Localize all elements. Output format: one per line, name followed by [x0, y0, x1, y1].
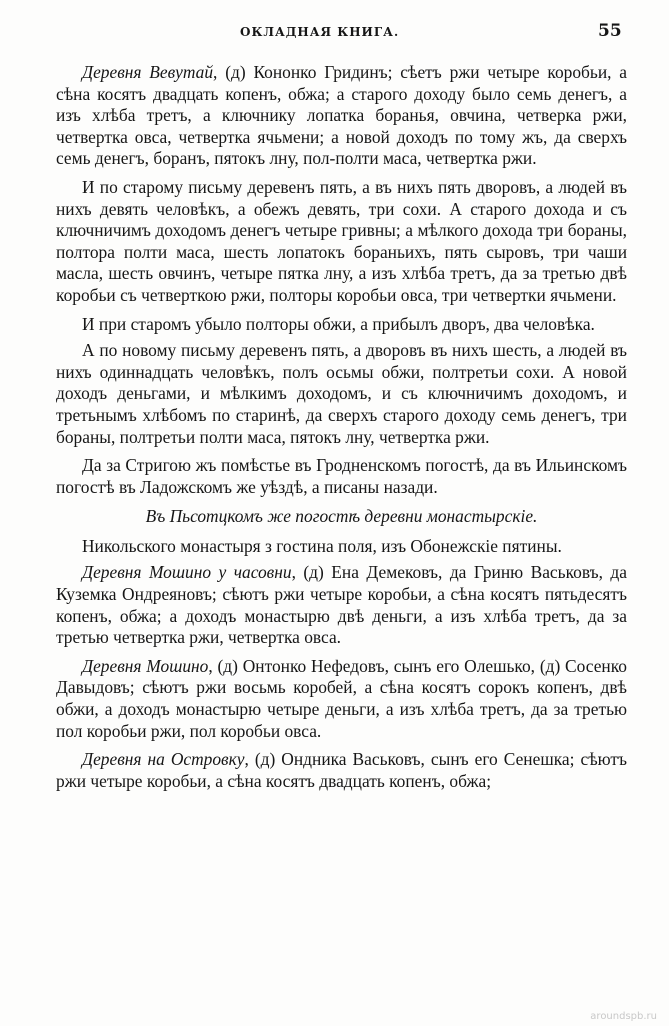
- paragraph-village-moshino: [56, 656, 627, 742]
- paragraph-text: А по новому письму деревенъ пять, а дворовъ въ нихъ шесть, а людей въ нихъ одиннадцать человѣкъ, полъ осьмы обжи, полтретьи сохи. А новой доходъ деньгами, и мѣлкимъ доходомъ, и съ ключничимъ доходомъ, и третьнымъ хлѣбомъ по старинѣ, да сверхъ старого доходу семь денегъ, три бораны, полтретьи полти маса, пятокъ лну, четвертка ржи.: [56, 340, 627, 447]
- paragraph-village-vevutai: [56, 62, 627, 170]
- paragraph-text: , (д) Ондника Васьковъ, сынъ его Сенешка; сѣютъ ржи четыре коробьи, а сѣна косятъ двадцать копенъ, обжа;: [56, 749, 628, 791]
- paragraph-old-census: [56, 177, 627, 307]
- village-name: Деревня Мошино у часовни: [82, 562, 292, 583]
- paragraph-estate-note: [56, 455, 627, 498]
- village-name: Деревня Мошино: [82, 655, 209, 676]
- paragraph-text: Никольского монастыря з гостина поля, изъ Обонежскіе пятины.: [82, 535, 562, 556]
- paragraph-new-census: [56, 340, 627, 448]
- watermark: aroundspb.ru: [590, 1011, 657, 1022]
- village-name: Деревня на Островку: [82, 749, 245, 770]
- paragraph-text: , (д) Онтонко Нефедовъ, сынъ его Олешько, (д) Сосенко Давыдовъ; сѣютъ ржи восьмь коробей, а сѣна косятъ сорокъ копенъ, двѣ обжи, а доходъ монастырю четыре деньги, а изъ хлѣба третъ, да за третью пол коробьи ржи, пол коробьи овса.: [56, 655, 628, 741]
- paragraph-village-moshino-chapel: [56, 562, 627, 648]
- paragraph-village-ostrovok: [56, 749, 627, 792]
- village-name: Деревня Вевутай: [82, 62, 214, 82]
- paragraph-text: , (д) Кононко Гридинъ; сѣетъ ржи четыре коробьи, а сѣна косятъ двадцать копенъ, обжа; а старого доходу было семь денегъ, а изъ хлѣба третъ, а ключнику лопатка боранья, овчина, четверка ржи, четвертка овса, четвертка ячьмени; а новой доходъ по тому жъ, да сверхъ семь денегъ, боранъ, пятокъ лну, пол-полти маса, четвертка ржи.: [56, 62, 628, 169]
- paragraph-text: И при старомъ убыло полторы обжи, а прибылъ дворъ, два человѣка.: [82, 313, 595, 334]
- section-heading: Въ Пьсотцкомъ же погостѣ деревни монастырскіе.: [145, 506, 538, 527]
- running-title: ОКЛАДНАЯ КНИГА.: [240, 25, 400, 39]
- page-body: [56, 62, 627, 799]
- paragraph-monastery: [56, 536, 627, 558]
- paragraph-change: [56, 314, 627, 336]
- paragraph-text: И по старому письму деревенъ пять, а въ нихъ пять дворовъ, а людей въ нихъ девять человѣкъ, а обежъ девять, три сохи. А старого дохода и съ ключничимъ доходомъ денегъ четыре гривны; а мѣлкого дохода три бораны, полтора полти маса, шесть лопатокъ бораньихъ, пять сыровъ, три чаши масла, шесть овчинъ, четыре пятка лну, а изъ хлѣба третъ, да за третью двѣ коробьи съ четверткою ржи, полторы коробьи овса, три четвертки ячьмени.: [56, 176, 627, 305]
- page-number: 55: [598, 21, 622, 41]
- paragraph-text: , (д) Ена Демековъ, да Гриню Васьковъ, да Куземка Ондреяновъ; сѣютъ ржи четыре коробьи, а сѣна косятъ пятьдесятъ копенъ, обжа; а доходъ монастырю двѣ деньги, а изъ хлѣба третъ, да за третью четвертка ржи, четвертка овса.: [56, 562, 627, 648]
- paragraph-text: Да за Стригою жъ помѣстье въ Гродненскомъ погостѣ, да въ Ильинскомъ погостѣ въ Ладожскомъ же уѣздѣ, а писаны назади.: [56, 455, 627, 497]
